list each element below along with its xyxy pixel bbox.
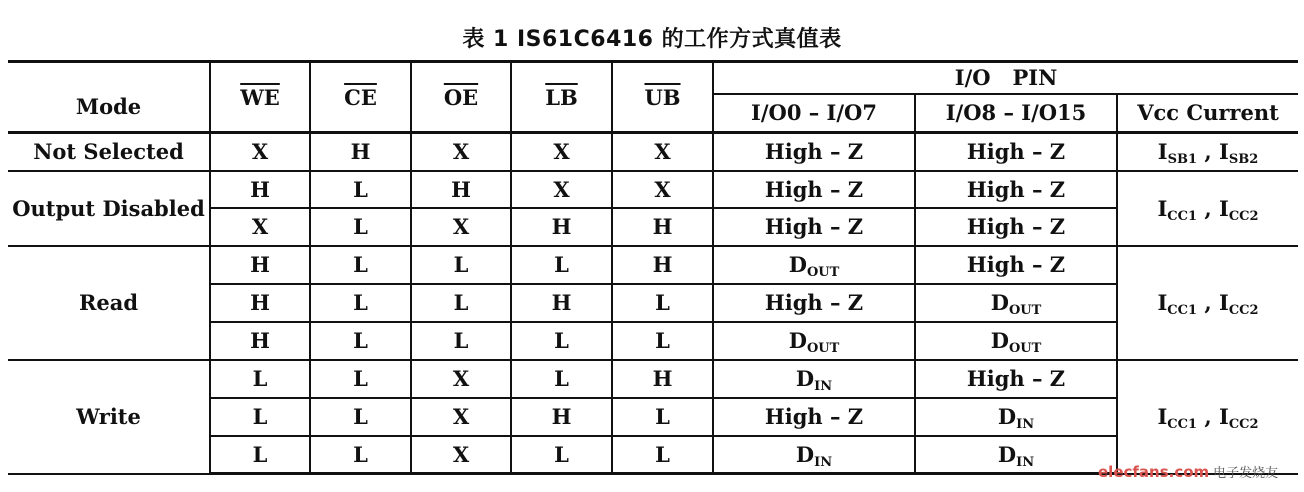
io-high-cell: $D_{IN}$	[915, 398, 1117, 436]
lb-cell: H	[511, 398, 612, 436]
lb-cell: L	[511, 322, 612, 360]
lb-cell: L	[511, 360, 612, 398]
io-low-cell: High – Z	[713, 133, 915, 171]
we-cell: X	[210, 133, 310, 171]
lb-cell: X	[511, 133, 612, 171]
lb-cell: L	[511, 436, 612, 474]
oe-cell: X	[411, 436, 511, 474]
ce-cell: H	[310, 133, 411, 171]
table-row	[8, 171, 1298, 208]
oe-cell: X	[411, 133, 511, 171]
io-low-cell: $D_{OUT}$	[713, 246, 915, 284]
we-cell: X	[210, 208, 310, 246]
ce-cell: L	[310, 398, 411, 436]
io-high-cell: $D_{OUT}$	[915, 284, 1117, 322]
io-low-cell: High – Z	[713, 171, 915, 208]
ub-cell: L	[612, 398, 713, 436]
table-row	[8, 133, 1298, 171]
watermark-cn: 电子发烧友	[1213, 466, 1279, 481]
header-oe: $\overline{OE}$	[411, 62, 511, 133]
lb-cell: X	[511, 171, 612, 208]
vcc-cell: $I_{CC1}$ , $I_{CC2}$	[1117, 360, 1298, 474]
io-low-cell: $D_{IN}$	[713, 436, 915, 474]
mode-cell: Read	[8, 246, 210, 360]
table-row	[8, 360, 1298, 398]
oe-cell: X	[411, 360, 511, 398]
we-cell: L	[210, 398, 310, 436]
watermark	[1098, 462, 1278, 481]
ub-cell: L	[612, 436, 713, 474]
ce-cell: L	[310, 436, 411, 474]
we-cell: H	[210, 171, 310, 208]
ub-cell: H	[612, 208, 713, 246]
oe-cell: L	[411, 246, 511, 284]
vcc-cell: $I_{CC1}$ , $I_{CC2}$	[1117, 246, 1298, 360]
ce-cell: L	[310, 171, 411, 208]
table-row	[8, 246, 1298, 284]
header-io-pin: I/O PIN	[713, 62, 1298, 94]
io-high-cell: High – Z	[915, 246, 1117, 284]
header-vcc-current: Vcc Current	[1117, 94, 1298, 133]
table-caption: 表 1 IS61C6416 的工作方式真值表	[462, 27, 842, 52]
ce-cell: L	[310, 208, 411, 246]
io-low-cell: High – Z	[713, 208, 915, 246]
ub-cell: X	[612, 171, 713, 208]
mode-cell: Write	[8, 360, 210, 474]
truth-table	[8, 60, 1298, 475]
mode-cell: Not Selected	[8, 133, 210, 171]
io-high-cell: $D_{OUT}$	[915, 322, 1117, 360]
ub-cell: H	[612, 360, 713, 398]
ce-cell: L	[310, 360, 411, 398]
oe-cell: H	[411, 171, 511, 208]
ub-cell: X	[612, 133, 713, 171]
io-high-cell: High – Z	[915, 171, 1117, 208]
mode-cell: Output Disabled	[8, 171, 210, 246]
io-high-cell: High – Z	[915, 208, 1117, 246]
lb-cell: H	[511, 208, 612, 246]
header-io-high: I/O8 – I/O15	[915, 94, 1117, 133]
io-low-cell: High – Z	[713, 284, 915, 322]
lb-cell: H	[511, 284, 612, 322]
oe-cell: X	[411, 398, 511, 436]
header-ub: $\overline{UB}$	[612, 62, 713, 133]
we-cell: H	[210, 246, 310, 284]
header-we: $\overline{WE}$	[210, 62, 310, 133]
header-mode: Mode	[8, 62, 210, 133]
ub-cell: H	[612, 246, 713, 284]
truth-table-container	[8, 60, 1298, 475]
io-high-cell: $D_{IN}$	[915, 436, 1117, 474]
we-cell: L	[210, 436, 310, 474]
vcc-cell: $I_{CC1}$ , $I_{CC2}$	[1117, 171, 1298, 246]
ce-cell: L	[310, 322, 411, 360]
lb-cell: L	[511, 246, 612, 284]
oe-cell: X	[411, 208, 511, 246]
vcc-cell: $I_{SB1}$ , $I_{SB2}$	[1117, 133, 1298, 171]
oe-cell: L	[411, 322, 511, 360]
io-low-cell: $D_{IN}$	[713, 360, 915, 398]
watermark-site: elecfans.com	[1098, 463, 1210, 481]
header-ce: $\overline{CE}$	[310, 62, 411, 133]
oe-cell: L	[411, 284, 511, 322]
we-cell: L	[210, 360, 310, 398]
ub-cell: L	[612, 284, 713, 322]
io-high-cell: High – Z	[915, 360, 1117, 398]
io-low-cell: High – Z	[713, 398, 915, 436]
io-high-cell: High – Z	[915, 133, 1117, 171]
ce-cell: L	[310, 284, 411, 322]
ce-cell: L	[310, 246, 411, 284]
header-lb: $\overline{LB}$	[511, 62, 612, 133]
we-cell: H	[210, 284, 310, 322]
header-io-low: I/O0 – I/O7	[713, 94, 915, 133]
ub-cell: L	[612, 322, 713, 360]
io-low-cell: $D_{OUT}$	[713, 322, 915, 360]
we-cell: H	[210, 322, 310, 360]
